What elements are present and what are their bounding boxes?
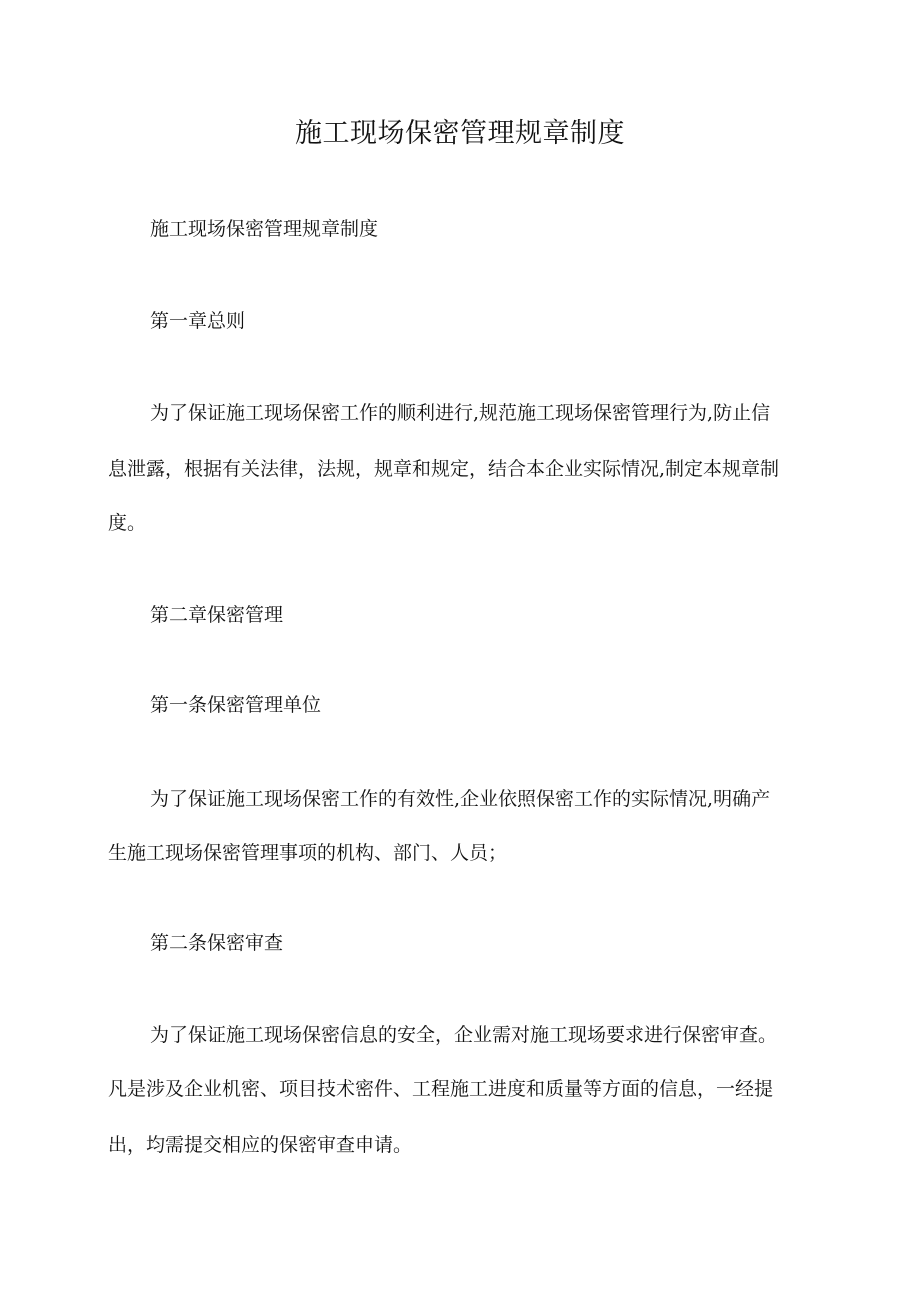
paragraph-line: 生施工现场保密管理事项的机构、部门、人员； <box>108 842 508 864</box>
chapter-2-heading: 第二章保密管理 <box>150 604 284 626</box>
paragraph-line: 为了保证施工现场保密信息的安全，企业需对施工现场要求进行保密审查。 <box>150 1024 778 1046</box>
paragraph-line: 凡是涉及企业机密、项目技术密件、工程施工进度和质量等方面的信息，一经提 <box>108 1078 774 1100</box>
document-subtitle: 施工现场保密管理规章制度 <box>150 218 379 240</box>
paragraph-line: 为了保证施工现场保密工作的有效性,企业依照保密工作的实际情况,明确产 <box>150 788 771 810</box>
paragraph-line: 度。 <box>108 512 147 534</box>
article-2-heading: 第二条保密审查 <box>150 932 284 954</box>
paragraph-line: 息泄露，根据有关法律，法规，规章和规定，结合本企业实际情况,制定本规章制 <box>108 458 780 480</box>
document-title: 施工现场保密管理规章制度 <box>295 118 625 149</box>
article-1-heading: 第一条保密管理单位 <box>150 694 322 716</box>
paragraph-line: 出，均需提交相应的保密审查申请。 <box>108 1134 413 1156</box>
chapter-1-heading: 第一章总则 <box>150 310 246 332</box>
paragraph-line: 为了保证施工现场保密工作的顺利进行,规范施工现场保密管理行为,防止信 <box>150 402 771 424</box>
